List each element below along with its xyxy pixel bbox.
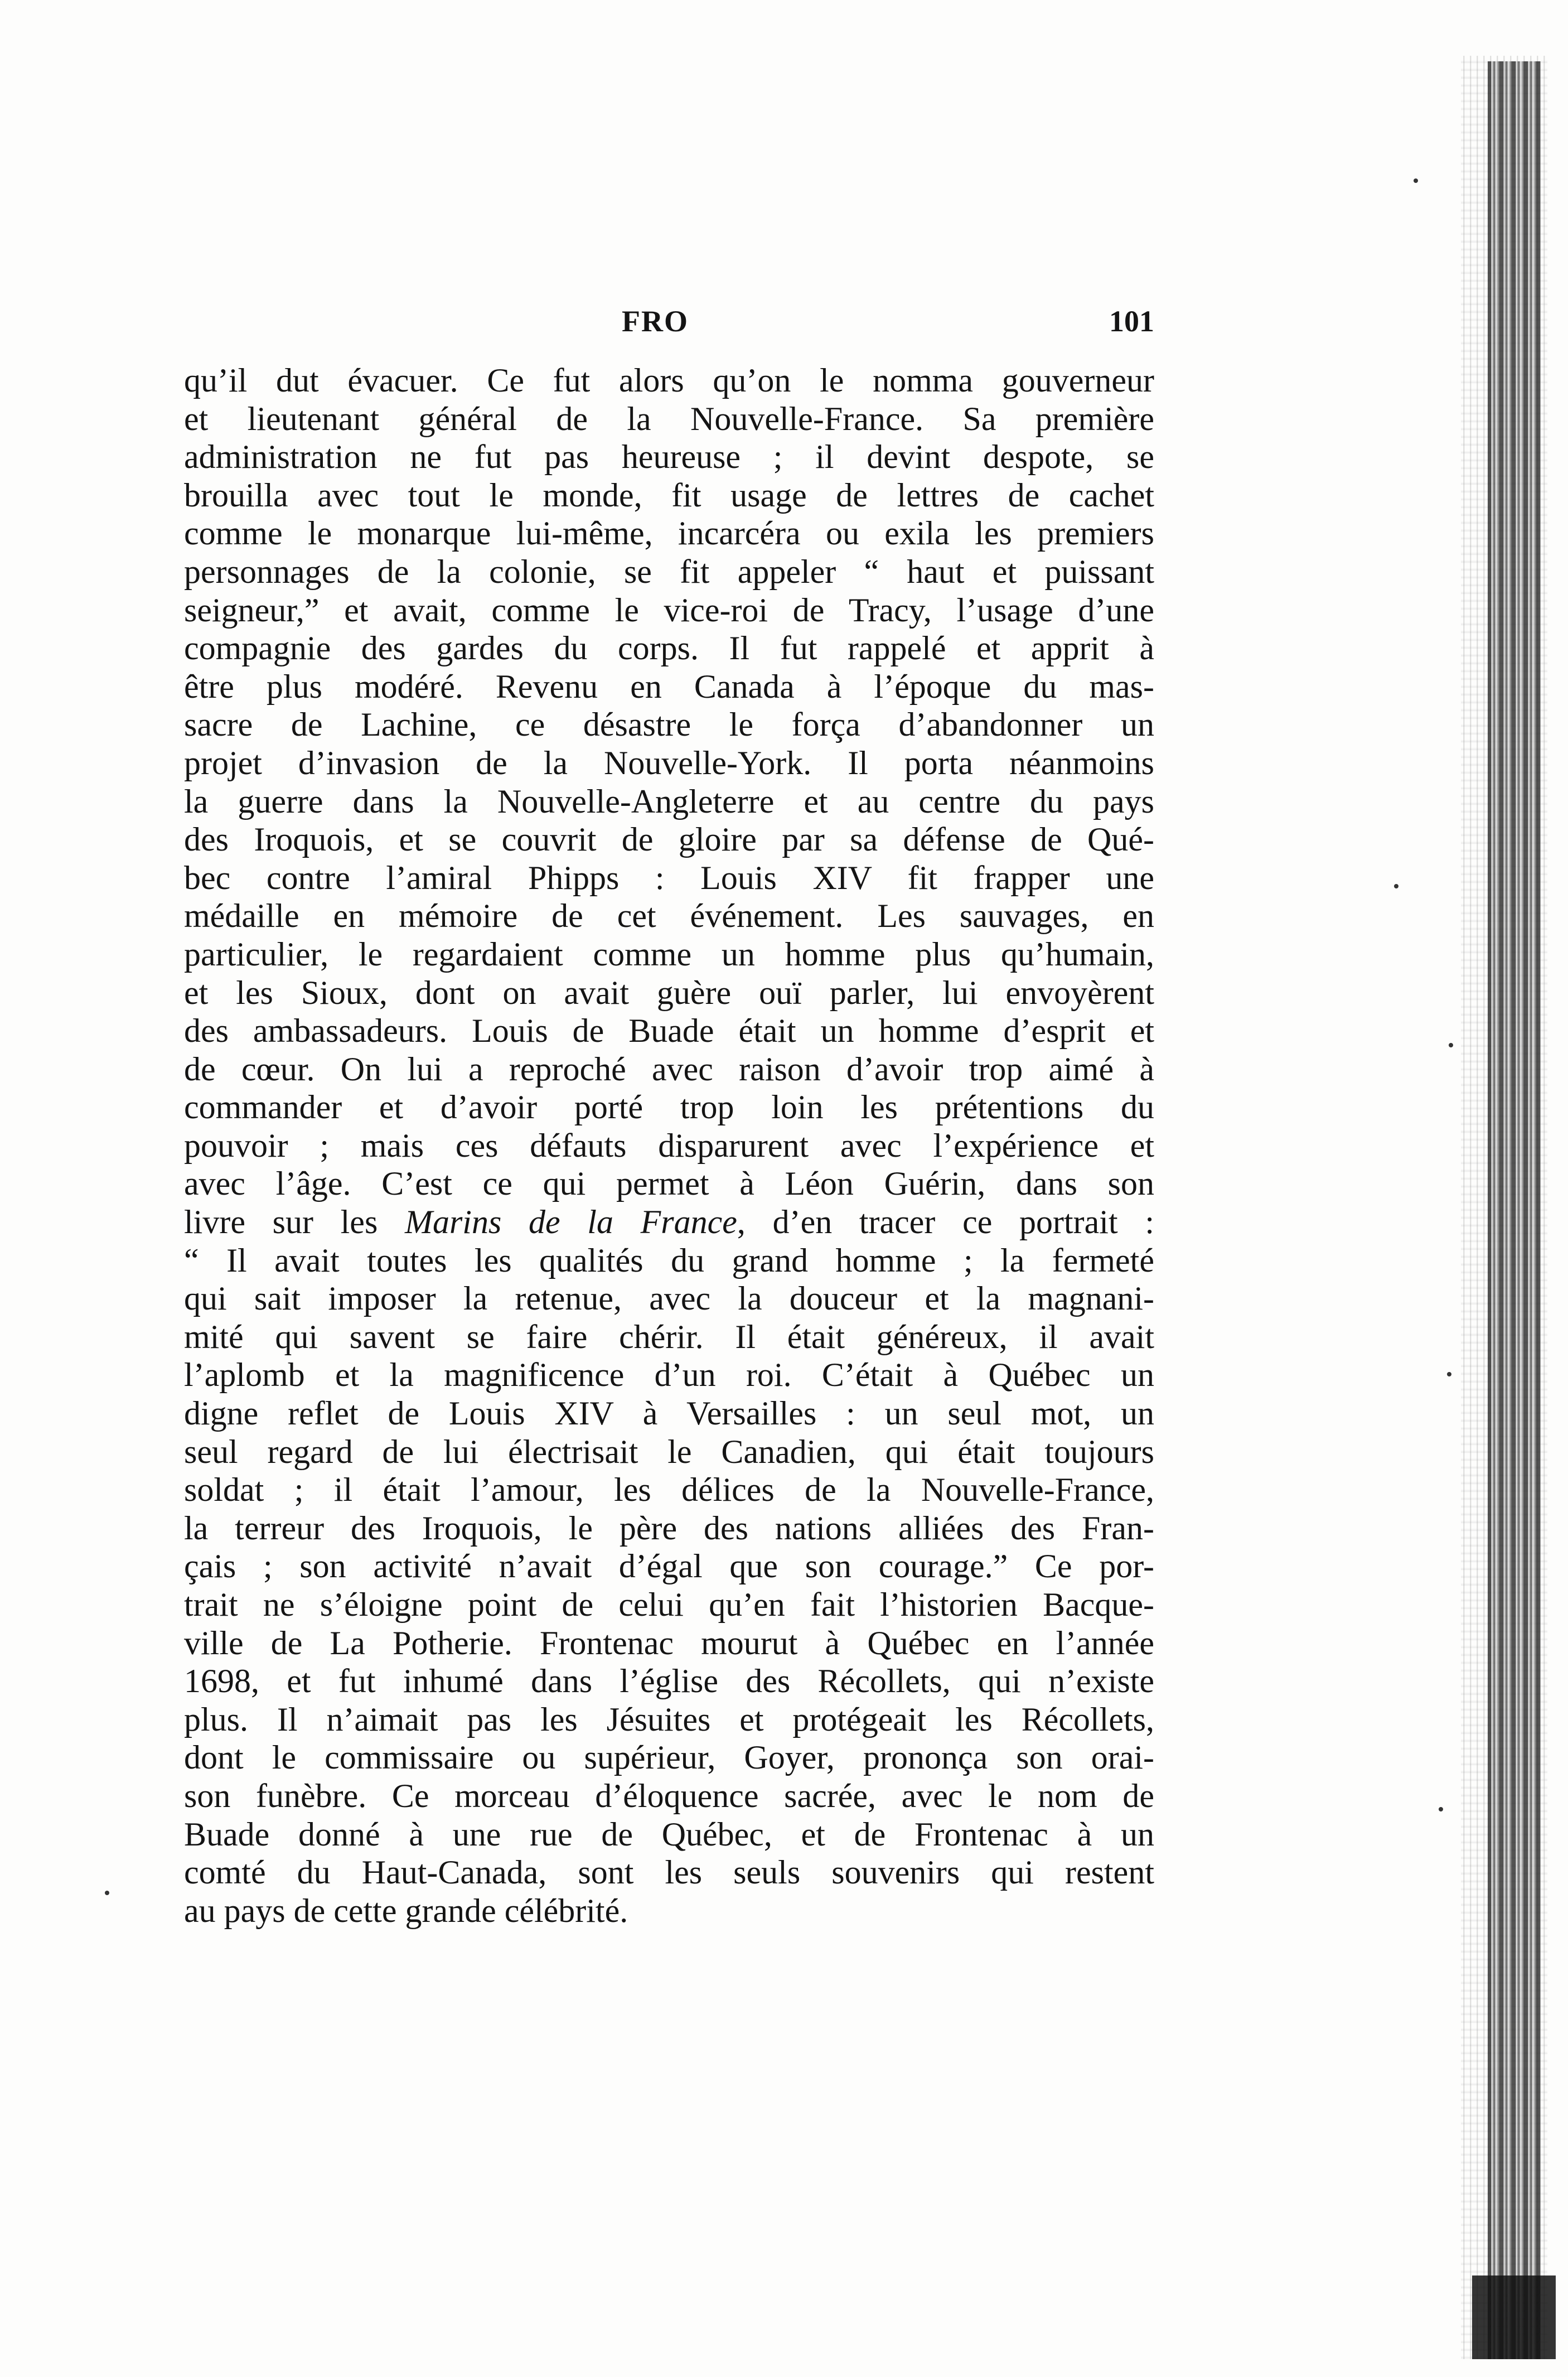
text-line: administration ne fut pas heureuse ; il devint despote, se (184, 438, 1154, 476)
scan-speck (1394, 884, 1398, 888)
text-line: particulier, le regardaient comme un homme plus qu’humain, (184, 935, 1154, 973)
text-line: commander et d’avoir porté trop loin les prétentions du (184, 1089, 1154, 1126)
text-line: qui sait imposer la retenue, avec la douceur et la magnani- (184, 1280, 1154, 1317)
text-line: seul regard de lui électrisait le Canadien, qui était toujours (184, 1433, 1154, 1470)
book-title: Marins de la France (404, 1204, 737, 1241)
text-line: mité qui savent se faire chérir. Il était généreux, il avait (184, 1318, 1154, 1355)
text-line-with-title (184, 1203, 1154, 1241)
text-line: personnages de la colonie, se fit appeler “ haut et puissant (184, 553, 1154, 590)
text-line: seigneur,” et avait, comme le vice-roi de Tracy, l’usage d’une (184, 591, 1154, 629)
text-line: soldat ; il était l’amour, les délices de la Nouvelle-France, (184, 1471, 1154, 1509)
text-line: digne reflet de Louis XIV à Versailles : un seul mot, un (184, 1395, 1154, 1432)
text-line: la guerre dans la Nouvelle-Angleterre et au centre du pays (184, 782, 1154, 820)
text-line: ville de La Potherie. Frontenac mourut à Québec en l’année (184, 1624, 1154, 1661)
text-line: çais ; son activité n’avait d’égal que son courage.” Ce por- (184, 1548, 1154, 1585)
text-line: qu’il dut évacuer. Ce fut alors qu’on le nomma gouverneur (184, 362, 1154, 399)
text-line: des Iroquois, et se couvrit de gloire par sa défense de Qué- (184, 821, 1154, 858)
scan-speck (1414, 178, 1418, 183)
page-number: 101 (1109, 305, 1154, 338)
text-line: médaille en mémoire de cet événement. Les sauvages, en (184, 897, 1154, 935)
text-line: sacre de Lachine, ce désastre le força d’abandonner un (184, 706, 1154, 743)
scan-speck (1449, 1043, 1453, 1047)
binding-edge-strip (1488, 61, 1541, 2359)
text-line: être plus modéré. Revenu en Canada à l’époque du mas- (184, 668, 1154, 705)
text-line: de cœur. On lui a reproché avec raison d’avoir trop aimé à (184, 1050, 1154, 1088)
text-line: plus. Il n’aimait pas les Jésuites et protégeait les Récollets, (184, 1700, 1154, 1738)
running-head (184, 304, 1154, 343)
text-line: des ambassadeurs. Louis de Buade était un homme d’esprit et (184, 1012, 1154, 1050)
text-line: trait ne s’éloigne point de celui qu’en fait l’historien Bacque- (184, 1586, 1154, 1623)
text-line: dont le commissaire ou supérieur, Goyer, prononça son orai- (184, 1739, 1154, 1776)
text-line: “ Il avait toutes les qualités du grand homme ; la fermeté (184, 1241, 1154, 1279)
text-line: avec l’âge. C’est ce qui permet à Léon Guérin, dans son (184, 1165, 1154, 1202)
text-line: comme le monarque lui-même, incarcéra ou exila les premiers (184, 515, 1154, 552)
text-line-last: au pays de cette grande célébrité. (184, 1892, 628, 1929)
body-text (184, 361, 1154, 1930)
text-line: et les Sioux, dont on avait guère ouï parler, lui envoyèrent (184, 974, 1154, 1011)
text-line: pouvoir ; mais ces défauts disparurent avec l’expérience et (184, 1127, 1154, 1164)
scan-speck (1439, 1807, 1443, 1811)
text-line: son funèbre. Ce morceau d’éloquence sacrée, avec le nom de (184, 1777, 1154, 1814)
text-line: projet d’invasion de la Nouvelle-York. Il porta néanmoins (184, 744, 1154, 781)
running-head-title: FRO (622, 305, 689, 338)
text-line: Buade donné à une rue de Québec, et de Frontenac à un (184, 1815, 1154, 1853)
text-line: la terreur des Iroquois, le père des nations alliées des Fran- (184, 1509, 1154, 1547)
text-line: compagnie des gardes du corps. Il fut rappelé et apprit à (184, 630, 1154, 667)
binding-corner (1472, 2275, 1556, 2359)
text-line: bec contre l’amiral Phipps : Louis XIV fit frapper une (184, 859, 1154, 896)
text-fragment: livre sur les (184, 1204, 405, 1241)
text-fragment: , d’en tracer ce portrait : (737, 1204, 1154, 1241)
scan-speck (105, 1891, 109, 1895)
text-line: comté du Haut-Canada, sont les seuls souvenirs qui restent (184, 1854, 1154, 1891)
text-line: 1698, et fut inhumé dans l’église des Récollets, qui n’existe (184, 1663, 1154, 1700)
text-line: l’aplomb et la magnificence d’un roi. C’était à Québec un (184, 1356, 1154, 1394)
text-line: et lieutenant général de la Nouvelle-France. Sa première (184, 400, 1154, 437)
scan-speck (1447, 1372, 1451, 1376)
text-line: brouilla avec tout le monde, fit usage de lettres de cachet (184, 476, 1154, 514)
